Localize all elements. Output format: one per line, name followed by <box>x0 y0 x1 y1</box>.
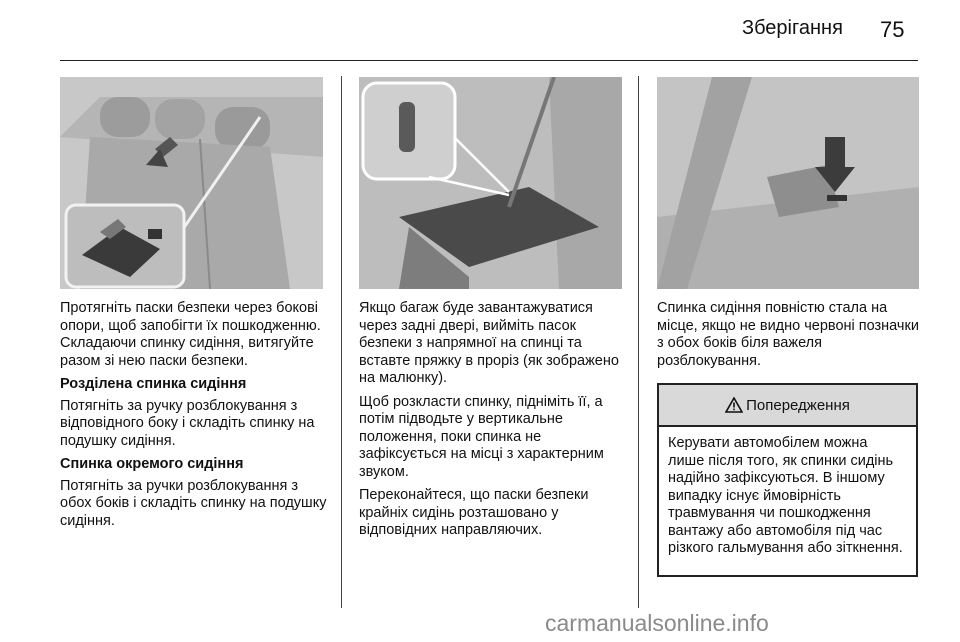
paragraph-locked-indicator: Спинка сидіння повністю стала на місце, якщо не видно червоні позначки з обох боків біля важеля розблокування. <box>657 300 919 369</box>
paragraph-belt-guides: Протягніть паски безпеки через бокові опори, щоб запобігти їх пошкодженню. Складаючи спинку сидіння, витягуйте разом зі нею паски безпеки. <box>60 300 321 369</box>
illustration-folded-seat <box>359 77 622 289</box>
column-2 <box>359 300 627 546</box>
warning-box <box>657 383 918 577</box>
illustration-release-lever <box>657 77 919 289</box>
paragraph-split-backrest: Потягніть за ручку розблокування з відповідного боку і складіть спинку на подушку сидіння. <box>60 397 315 449</box>
paragraph-check-belts: Переконайтеся, що паски безпеки крайніх сидінь розташовано у відповідних направляючих. <box>359 487 589 538</box>
page-header-title: Зберігання <box>742 17 843 39</box>
column-1 <box>60 300 328 536</box>
warning-triangle-icon <box>725 397 743 413</box>
warning-header <box>659 385 916 427</box>
paragraph-single-backrest: Потягніть за ручки розблокування з обох боків і складіть спинку на подушку сидіння. <box>60 477 327 529</box>
header-rule <box>60 60 918 61</box>
illustration-rear-seats <box>60 77 323 289</box>
warning-text: Керувати автомобілем можна лише після того, як спинки сидінь надійно зафіксуються. В іншому випадку існує ймовірність травмування чи пошкодження вантажу або автомобіля під час різкого гальмування або зіткнення. <box>668 435 903 556</box>
column-divider-1 <box>341 76 342 608</box>
warning-title: Попередження <box>746 396 850 414</box>
column-divider-2 <box>638 76 639 608</box>
heading-single-backrest: Спинка окремого сидіння <box>60 456 244 472</box>
paragraph-luggage-loading: Якщо багаж буде завантажуватися через задні двері, вийміть пасок безпеки з напрямної на спинці та вставте пряжку в проріз (як зображено на малюнку). <box>359 300 619 386</box>
column-3 <box>657 300 922 376</box>
paragraph-unfold-backrest: Щоб розкласти спинку, підніміть її, а потім підводьте у вертикальне положення, поки спинка не зафіксується на місці з характерним звуком. <box>359 393 604 480</box>
watermark-text: carmanualsonline.info <box>545 610 769 636</box>
heading-split-backrest: Розділена спинка сидіння <box>60 376 247 392</box>
page-number: 75 <box>880 17 905 42</box>
